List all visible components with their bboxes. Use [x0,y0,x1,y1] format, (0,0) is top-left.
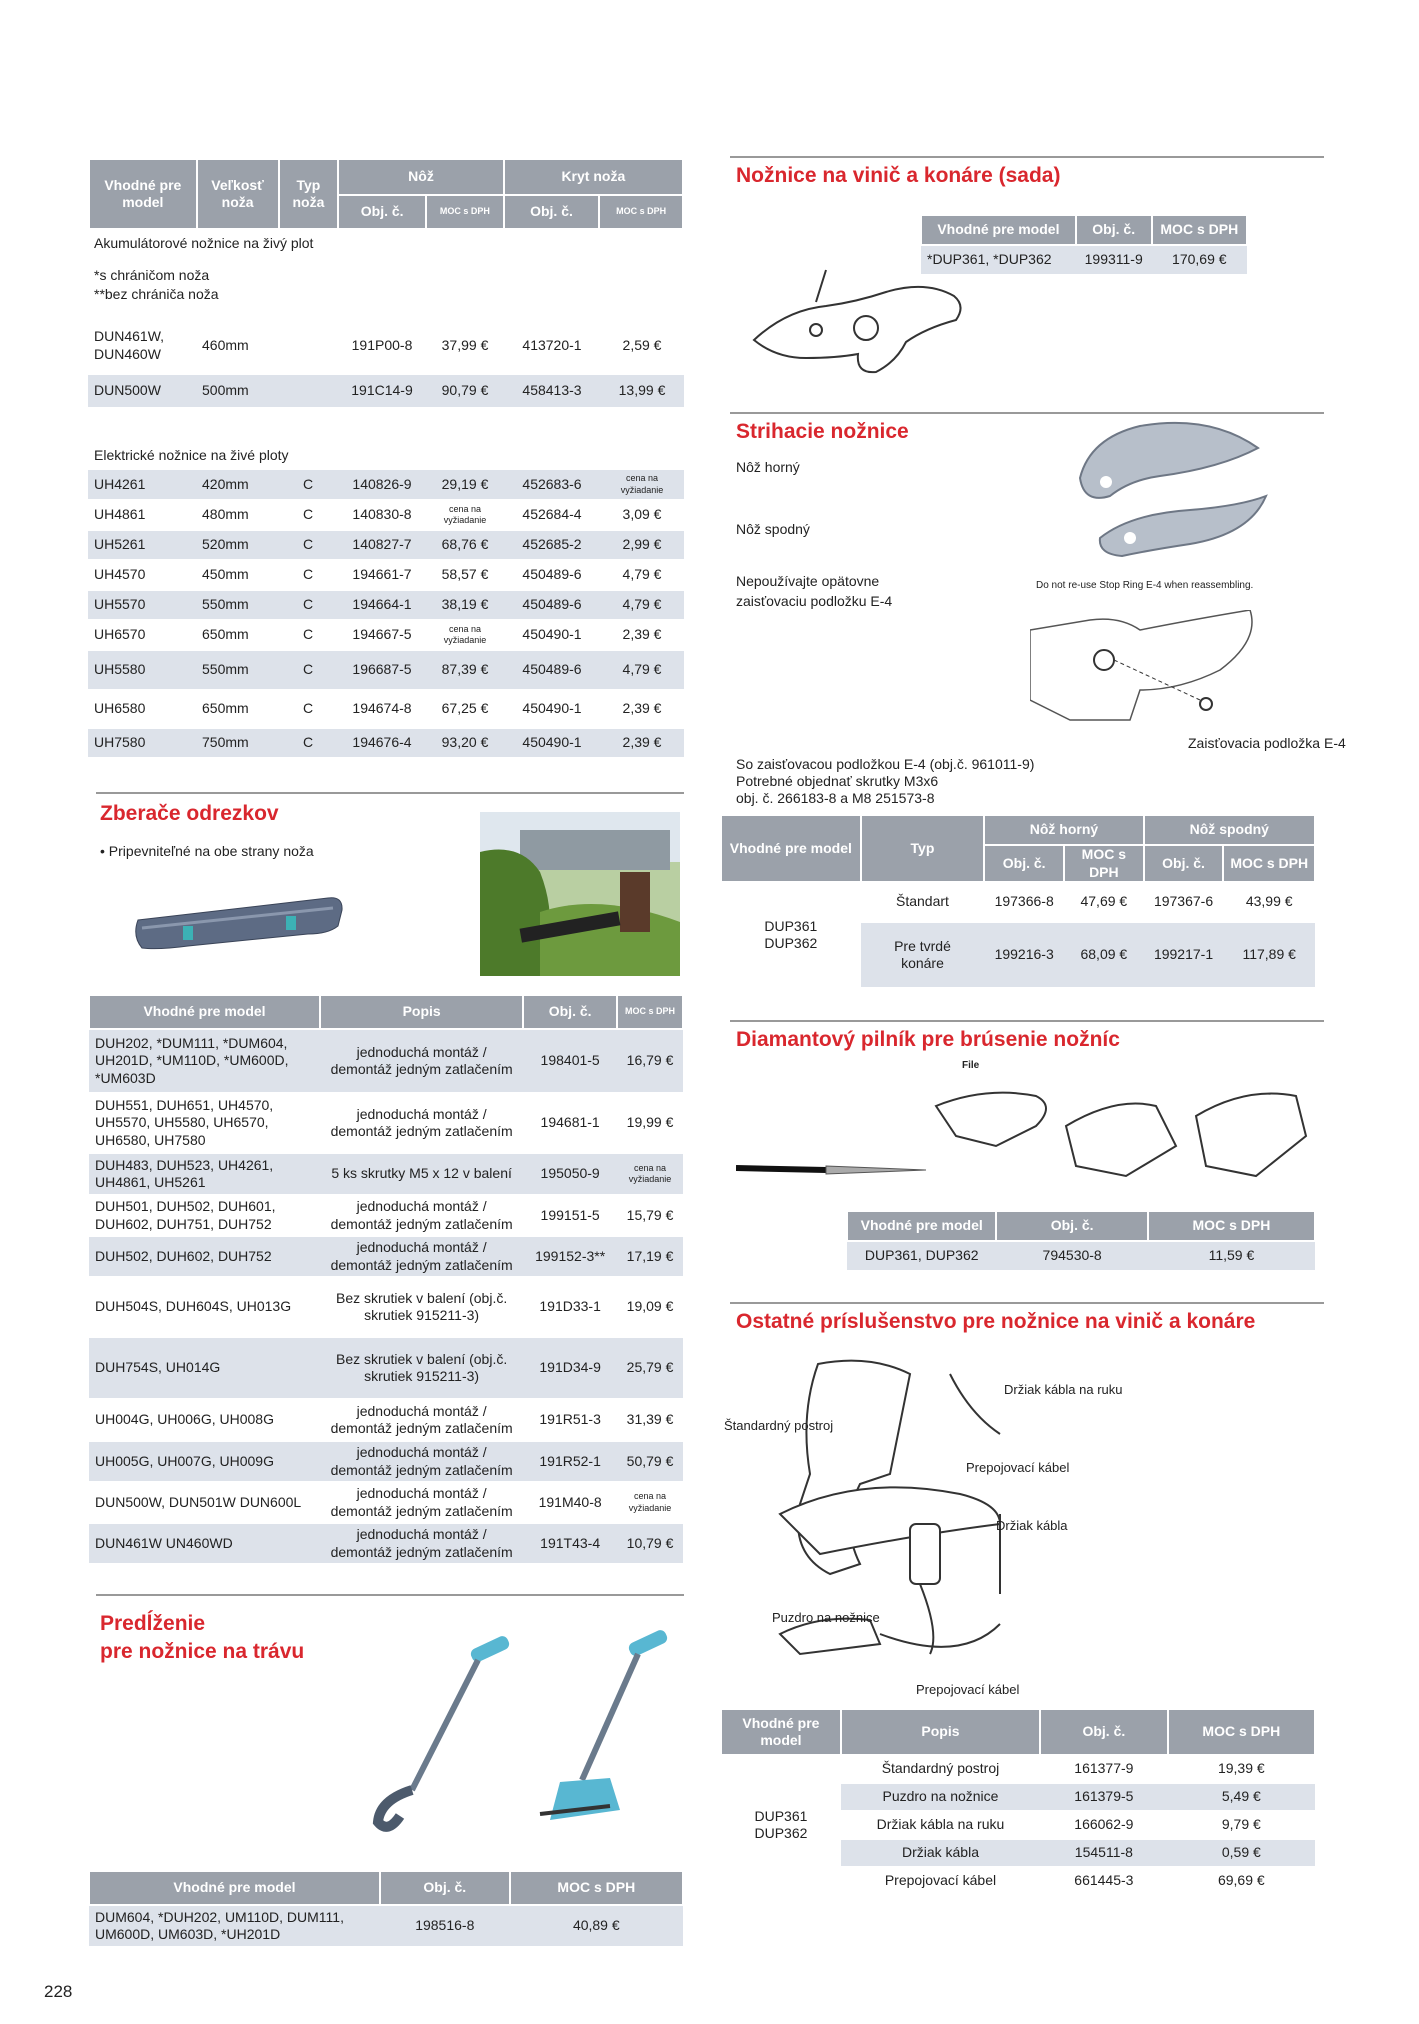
file-label: File [962,1060,980,1071]
table-row [88,470,684,500]
lower-price: 117,89 € [1223,922,1315,988]
note-noguard: **bez chrániča noža [94,286,219,302]
type-cell: C [278,728,338,758]
price-cell: 16,79 € [617,1029,683,1093]
ostatne-title: Ostatné príslušenstvo pre nožnice na vinič a konáre [736,1310,1256,1333]
col-obj: Obj. č. [504,195,600,229]
blades-image [1070,418,1270,558]
blade-price-cell: 58,57 € [426,560,504,590]
electric-table [88,470,684,759]
desc-cell: Držiak kábla na ruku [841,1811,1040,1839]
model-cell: UH005G, UH007G, UH009G [89,1441,320,1482]
warning-line-1: Nepoužívajte opätovne [736,573,880,589]
model-cell: UH6570 [88,620,196,650]
price-cell: 19,99 € [617,1093,683,1153]
model-cell: UH5261 [88,530,196,560]
size-cell: 650mm [196,690,278,728]
lower-obj: 197367-6 [1144,882,1224,922]
blade-obj-cell: 194664-1 [338,590,426,620]
desc-cell: jednoduchá montáž / demontáž jedným zatlačením [320,1029,523,1093]
table-row [88,650,684,690]
obj-cell: 161377-9 [1040,1755,1168,1783]
col-obj: Obj. č. [338,195,426,229]
vinic-obj: 199311-9 [1076,245,1152,275]
model-cell: DUH754S, UH014G [89,1337,320,1399]
cover-obj-cell: 450489-6 [504,590,600,620]
label-puzdro: Puzdro na nožnice [772,1610,880,1625]
obj-cell: 191R52-1 [523,1441,617,1482]
desc-cell: jednoduchá montáž / demontáž jedným zatlačením [320,1093,523,1153]
obj-cell: 191D34-9 [523,1337,617,1399]
price-cell: 10,79 € [617,1523,683,1564]
price-cell: 69,69 € [1168,1867,1315,1895]
blade-table [88,158,684,230]
size-cell: 750mm [196,728,278,758]
desc-cell: jednoduchá montáž / demontáž jedným zatlačením [320,1399,523,1441]
obj-cell: 154511-8 [1040,1839,1168,1867]
vinic-price: 170,69 € [1152,245,1247,275]
cover-obj-cell: 452684-4 [504,500,600,530]
type-cell: C [278,530,338,560]
page-number: 228 [44,1982,73,2001]
col-model: Vhodné pre model [89,1871,380,1905]
hedge-photo [480,812,680,976]
table-row [89,1399,683,1441]
blade-price-cell: cena na vyžiadanie [426,500,504,530]
model-cell: UH4861 [88,500,196,530]
model-cell: DUN461W UN460WD [89,1523,320,1564]
cordless-title: Akumulátorové nožnice na živý plot [94,235,314,251]
label-drziak: Držiak kábla [996,1518,1068,1533]
col-size: Veľkosť noža [197,159,279,229]
size-cell: 420mm [196,470,278,500]
desc-cell: Prepojovací kábel [841,1867,1040,1895]
blade-price-cell: cena na vyžiadanie [426,620,504,650]
obj-cell: 166062-9 [1040,1811,1168,1839]
model-cell: DUH202, *DUM111, *DUM604, UH201D, *UM110D, *UM600D, *UM603D [89,1029,320,1093]
upper-blade-label: Nôž horný [736,459,800,475]
model-cell: DUH551, DUH651, UH4570, UH5570, UH5580, UH6570, UH6580, UH7580 [89,1093,320,1153]
col-obj: Obj. č. [523,995,617,1029]
blade-price-cell: 37,99 € [426,318,504,374]
obj-cell: 161379-5 [1040,1783,1168,1811]
cover-price-cell: 4,79 € [600,650,684,690]
price-cell: 17,19 € [617,1236,683,1277]
col-obj: Obj. č. [380,1871,510,1905]
col-upper: Nôž horný [984,815,1143,845]
col-model: Vhodné pre model [847,1211,996,1241]
table-row [88,620,684,650]
blade-obj-cell: 191C14-9 [338,374,426,408]
table-row [89,1441,683,1482]
cover-price-cell: 2,39 € [600,728,684,758]
pilnik-model: DUP361, DUP362 [847,1241,996,1271]
col-obj: Obj. č. [1144,845,1224,882]
strihacie-title: Strihacie nožnice [736,420,909,443]
col-desc: Popis [320,995,523,1029]
label-prepoj-1: Prepojovací kábel [966,1460,1070,1475]
blade-obj-cell: 140827-7 [338,530,426,560]
table-row [88,560,684,590]
table-row [89,1029,683,1093]
model-cell: UH7580 [88,728,196,758]
col-type: Typ [861,815,985,882]
blade-drawing [746,262,976,392]
blade-obj-cell: 194676-4 [338,728,426,758]
obj-cell: 191T43-4 [523,1523,617,1564]
predlzenie-obj: 198516-8 [380,1905,510,1947]
model-cell: UH4261 [88,470,196,500]
cover-obj-cell: 450490-1 [504,620,600,650]
col-moc: MOC s DPH [1148,1211,1315,1241]
cover-price-cell: 2,99 € [600,530,684,560]
blade-price-cell: 38,19 € [426,590,504,620]
price-cell: 9,79 € [1168,1811,1315,1839]
desc-cell: 5 ks skrutky M5 x 12 v balení [320,1153,523,1195]
price-cell: 5,49 € [1168,1783,1315,1811]
table-row [89,1236,683,1277]
upper-obj: 199216-3 [984,922,1064,988]
size-cell: 520mm [196,530,278,560]
size-cell: 500mm [196,374,278,408]
cover-price-cell: 3,09 € [600,500,684,530]
table-row [89,1337,683,1399]
obj-cell: 661445-3 [1040,1867,1168,1895]
strihacie-models: DUP361 DUP362 [721,882,861,988]
blade-price-cell: 93,20 € [426,728,504,758]
col-moc: MOC s DPH [1152,215,1247,245]
size-cell: 550mm [196,590,278,620]
col-lower: Nôž spodný [1144,815,1315,845]
table-row [88,728,684,758]
type-cell: C [278,560,338,590]
obj-cell: 195050-9 [523,1153,617,1195]
obj-cell: 199151-5 [523,1195,617,1236]
price-cell: 0,59 € [1168,1839,1315,1867]
type-cell: C [278,500,338,530]
col-moc: MOC s DPH [1168,1709,1315,1755]
blade-obj-cell: 194674-8 [338,690,426,728]
vinic-model: *DUP361, *DUP362 [921,245,1076,275]
desc-cell: Štandardný postroj [841,1755,1040,1783]
col-cover: Kryt noža [504,159,683,195]
model-cell: UH4570 [88,560,196,590]
cover-obj-cell: 413720-1 [504,318,600,374]
type-hard: Pre tvrdé konáre [861,922,985,988]
label-prepoj-2: Prepojovací kábel [916,1682,1020,1697]
desc-cell: jednoduchá montáž / demontáž jedným zatlačením [320,1482,523,1523]
blade-obj-cell: 194667-5 [338,620,426,650]
price-cell: 19,39 € [1168,1755,1315,1783]
collector-image [128,888,348,960]
note-screws: Potrebné objednať skrutky M3x6 [736,772,939,789]
ostatne-table [720,1708,1316,1896]
pilnik-price: 11,59 € [1148,1241,1315,1271]
cover-obj-cell: 450489-6 [504,560,600,590]
col-model: Vhodné pre model [721,815,861,882]
model-cell: DUH483, DUH523, UH4261, UH4861, UH5261 [89,1153,320,1195]
lower-blade-label: Nôž spodný [736,521,810,537]
extension-image [360,1630,690,1840]
table-row [88,318,684,374]
blade-obj-cell: 194661-7 [338,560,426,590]
predlzenie-title-1: Predĺženie [100,1612,206,1635]
table-row [89,1195,683,1236]
blade-obj-cell: 140826-9 [338,470,426,500]
col-moc: MOC s DPH [1064,845,1144,882]
price-cell: 25,79 € [617,1337,683,1399]
assembly-drawing [1030,610,1270,735]
type-standard: Štandart [861,882,985,922]
col-desc: Popis [841,1709,1040,1755]
pilnik-table [846,1210,1316,1272]
zberace-table [88,994,684,1565]
predlzenie-model: DUM604, *DUH202, UM110D, DUM111, UM600D, UM603D, *UH201D [89,1905,380,1947]
model-cell: DUN500W, DUN501W DUN600L [89,1482,320,1523]
table-row [88,690,684,728]
obj-cell: 194681-1 [523,1093,617,1153]
model-cell: UH004G, UH006G, UH008G [89,1399,320,1441]
pilnik-title: Diamantový pilník pre brúsenie nožníc [736,1028,1120,1051]
model-cell: DUH501, DUH502, DUH601, DUH602, DUH751, DUH752 [89,1195,320,1236]
desc-cell: Bez skrutiek v balení (obj.č. skrutiek 915211-3) [320,1277,523,1337]
table-row [89,1153,683,1195]
cover-price-cell: 2,39 € [600,690,684,728]
type-cell: C [278,620,338,650]
lower-price: 43,99 € [1223,882,1315,922]
desc-cell: jednoduchá montáž / demontáž jedným zatlačením [320,1441,523,1482]
desc-cell: jednoduchá montáž / demontáž jedným zatlačením [320,1523,523,1564]
ostatne-models: DUP361 DUP362 [721,1755,841,1895]
table-row [88,374,684,408]
desc-cell: Puzdro na nožnice [841,1783,1040,1811]
type-cell: C [278,470,338,500]
label-postroj: Štandardný postroj [724,1418,834,1433]
blade-price-cell: 67,25 € [426,690,504,728]
note-washer: So zaisťovacou podložkou E-4 (obj.č. 961011-9) [736,756,1035,772]
blade-obj-cell: 140830-8 [338,500,426,530]
price-cell: 31,39 € [617,1399,683,1441]
blade-price-cell: 29,19 € [426,470,504,500]
model-cell: DUN500W [88,374,196,408]
col-moc: MOC s DPH [617,995,683,1029]
col-model: Vhodné pre model [89,995,320,1029]
predlzenie-title-2: pre nožnice na trávu [100,1640,305,1663]
table-row [721,1755,1315,1783]
type-cell: C [278,650,338,690]
blade-obj-cell: 191P00-8 [338,318,426,374]
col-blade: Nôž [338,159,503,195]
warning-line-2: zaisťovaciu podložku E-4 [736,593,893,609]
electric-title: Elektrické nožnice na živé ploty [94,447,289,463]
lower-obj: 199217-1 [1144,922,1224,988]
upper-price: 68,09 € [1064,922,1144,988]
type-cell [278,374,338,408]
sharpening-drawing [736,1066,1316,1184]
col-obj: Obj. č. [1076,215,1152,245]
desc-cell: jednoduchá montáž / demontáž jedným zatlačením [320,1236,523,1277]
cover-price-cell: 2,59 € [600,318,684,374]
type-cell: C [278,590,338,620]
predlzenie-table [88,1870,684,1948]
zberace-bullet: • Pripevniteľné na obe strany noža [100,843,314,859]
cover-obj-cell: 450490-1 [504,728,600,758]
size-cell: 450mm [196,560,278,590]
cover-obj-cell: 450489-6 [504,650,600,690]
upper-obj: 197366-8 [984,882,1064,922]
obj-cell: 191D33-1 [523,1277,617,1337]
table-row [88,530,684,560]
diagram-note: Do not re-use Stop Ring E-4 when reassembling. [1036,580,1254,591]
col-obj: Obj. č. [996,1211,1147,1241]
price-cell: cena na vyžiadanie [617,1153,683,1195]
cordless-table [88,318,684,409]
model-cell: UH6580 [88,690,196,728]
blade-price-cell: 68,76 € [426,530,504,560]
zberace-title: Zberače odrezkov [100,802,279,825]
cover-obj-cell: 452685-2 [504,530,600,560]
size-cell: 480mm [196,500,278,530]
col-obj: Obj. č. [1040,1709,1168,1755]
blade-price-cell: 87,39 € [426,650,504,690]
price-cell: 50,79 € [617,1441,683,1482]
model-cell: DUH504S, DUH604S, UH013G [89,1277,320,1337]
col-obj: Obj. č. [984,845,1064,882]
col-moc: MOC s DPH [426,195,504,229]
table-row [89,1482,683,1523]
blade-price-cell: 90,79 € [426,374,504,408]
model-cell: UH5580 [88,650,196,690]
size-cell: 550mm [196,650,278,690]
predlzenie-price: 40,89 € [510,1905,683,1947]
pilnik-obj: 794530-8 [996,1241,1147,1271]
strihacie-notes [736,756,1034,806]
model-cell: DUN461W, DUN460W [88,318,196,374]
upper-price: 47,69 € [1064,882,1144,922]
table-row [89,1523,683,1564]
washer-label: Zaisťovacia podložka E-4 [1188,735,1346,751]
obj-cell: 191M40-8 [523,1482,617,1523]
cover-obj-cell: 452683-6 [504,470,600,500]
price-cell: 19,09 € [617,1277,683,1337]
size-cell: 650mm [196,620,278,650]
obj-cell: 199152-3** [523,1236,617,1277]
model-cell: DUH502, DUH602, DUH752 [89,1236,320,1277]
desc-cell: Držiak kábla [841,1839,1040,1867]
col-model: Vhodné pre model [89,159,197,229]
desc-cell: Bez skrutiek v balení (obj.č. skrutiek 915211-3) [320,1337,523,1399]
cover-obj-cell: 458413-3 [504,374,600,408]
size-cell: 460mm [196,318,278,374]
model-cell: UH5570 [88,590,196,620]
col-model: Vhodné pre model [921,215,1076,245]
cover-price-cell: 13,99 € [600,374,684,408]
price-cell: cena na vyžiadanie [617,1482,683,1523]
cover-price-cell: 4,79 € [600,590,684,620]
table-row [88,590,684,620]
cover-obj-cell: 450490-1 [504,690,600,728]
cover-price-cell: 2,39 € [600,620,684,650]
blade-obj-cell: 196687-5 [338,650,426,690]
cover-price-cell: cena na vyžiadanie [600,470,684,500]
table-row [88,500,684,530]
strihacie-table [720,814,1316,989]
note-guard: *s chráničom noža [94,267,210,283]
type-cell: C [278,690,338,728]
col-moc: MOC s DPH [510,1871,683,1905]
obj-cell: 191R51-3 [523,1399,617,1441]
col-model: Vhodné pre model [721,1709,841,1755]
obj-cell: 198401-5 [523,1029,617,1093]
col-moc: MOC s DPH [1223,845,1315,882]
price-cell: 15,79 € [617,1195,683,1236]
desc-cell: jednoduchá montáž / demontáž jedným zatlačením [320,1195,523,1236]
col-type: Typ noža [279,159,339,229]
col-moc: MOC s DPH [599,195,683,229]
predlzenie-title [100,1610,304,1666]
label-drziak-ruku: Držiak kábla na ruku [1004,1382,1123,1397]
type-cell [278,318,338,374]
cover-price-cell: 4,79 € [600,560,684,590]
note-screw-numbers: obj. č. 266183-8 a M8 251573-8 [736,789,935,806]
vinic-title: Nožnice na vinič a konáre (sada) [736,164,1061,187]
table-row [89,1277,683,1337]
table-row [89,1093,683,1153]
